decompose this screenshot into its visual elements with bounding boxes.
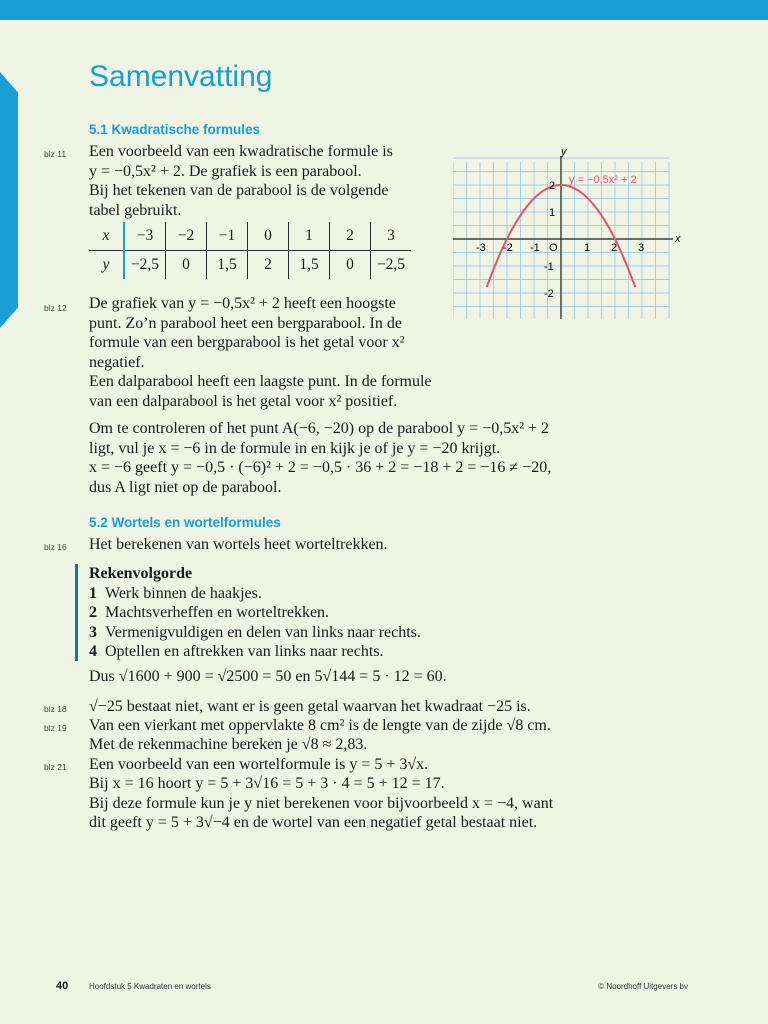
formula-line: Een voorbeeld van een wortelformule is y = 5 + 3√x. — [89, 756, 429, 773]
y-tick-label: -2 — [544, 288, 554, 300]
step-number: 4 — [89, 643, 97, 660]
calc-line: Met de rekenmachine bereken je √8 ≈ 2,83. — [89, 736, 368, 753]
page-ref: blz 11 — [44, 149, 67, 159]
side-tab-marker — [0, 72, 18, 328]
rekenvolgorde-box — [89, 564, 421, 662]
text-line: dus A ligt niet op de parabool. — [89, 478, 282, 496]
step-text: Optellen en aftrekken van links naar rechts. — [105, 643, 384, 660]
y-tick-label: -1 — [544, 261, 554, 273]
intro-worteltrekken: Het berekenen van wortels heet worteltrekken. — [89, 536, 388, 553]
text-line: negatief. — [89, 353, 145, 371]
graph-axes — [453, 156, 673, 319]
table-cell: 0 — [166, 251, 207, 280]
table-cell: 0 — [248, 222, 289, 251]
table-row-x — [89, 222, 411, 251]
table-cell: 3 — [371, 222, 412, 251]
x-axis-label: x — [675, 233, 681, 245]
step-text: Werk binnen de haakjes. — [105, 584, 262, 602]
page-ref: blz 18 — [44, 704, 67, 714]
page-ref: blz 12 — [44, 303, 67, 313]
section-heading-5-2: 5.2 Wortels en wortelformules — [89, 515, 281, 530]
y-tick-label: 2 — [549, 180, 556, 192]
x-tick-label: -2 — [503, 242, 513, 254]
table-header-y: y — [89, 251, 124, 280]
table-header-x: x — [89, 222, 124, 251]
step-number: 2 — [89, 604, 97, 621]
page-number: 40 — [56, 980, 69, 992]
x-tick-label: 1 — [584, 242, 591, 254]
text-line: ligt, vul je x = −6 in de formule in en kijk je of je y = −20 krijgt. — [89, 439, 501, 457]
paragraph-bergparabool — [89, 294, 432, 411]
table-cell: 2 — [330, 222, 371, 251]
paragraph-intro — [89, 142, 393, 220]
list-item — [89, 603, 421, 623]
list-item — [89, 642, 421, 662]
page-ref: blz 19 — [44, 723, 67, 733]
dus-line: Dus √1600 + 900 = √2500 = 50 en 5√144 = 5 · 12 = 60. — [89, 668, 447, 685]
page-title: Samenvatting — [89, 60, 273, 93]
list-item — [89, 584, 421, 604]
paragraph-controle — [89, 419, 551, 497]
table-cell: 1,5 — [289, 251, 330, 280]
table-cell: −2,5 — [124, 251, 166, 280]
square-line: Van een vierkant met oppervlakte 8 cm² is de lengte van de zijde √8 cm. — [89, 717, 551, 734]
table-cell: −3 — [124, 222, 166, 251]
step-text: Machtsverheffen en worteltrekken. — [105, 604, 330, 621]
notcalc-line-1: Bij deze formule kun je y niet berekenen voor bijvoorbeeld x = −4, want — [89, 795, 554, 812]
text-line: van een dalparabool is het getal voor x² positief. — [89, 392, 398, 410]
step-text: Vermenigvuldigen en delen van links naar rechts. — [105, 623, 421, 641]
table-cell: 1 — [289, 222, 330, 251]
notcalc-line-2: dit geeft y = 5 + 3√−4 en de wortel van een negatief getal bestaat niet. — [89, 814, 538, 831]
table-cell: −2,5 — [376, 256, 406, 273]
text-line: Een dalparabool heeft een laagste punt. In de formule — [89, 373, 432, 390]
table-cell: 2 — [248, 251, 289, 280]
table-cell: −2 — [166, 222, 207, 251]
text-line: Bij het tekenen van de parabool is de volgende — [89, 182, 389, 199]
y-tick-label: 1 — [549, 207, 556, 219]
page-ref: blz 21 — [44, 762, 67, 772]
table-cell: −1 — [207, 222, 248, 251]
example-line: Bij x = 16 hoort y = 5 + 3√16 = 5 + 3 · 4 = 5 + 12 = 17. — [89, 775, 445, 792]
text-line: tabel gebruikt. — [89, 201, 182, 219]
x-tick-label: -1 — [530, 242, 540, 254]
rekenvolgorde-title: Rekenvolgorde — [89, 565, 193, 582]
origin-label: O — [549, 242, 558, 254]
parabola-graph — [453, 141, 693, 319]
negative-root-line: √−25 bestaat niet, want er is geen getal waarvan het kwadraat −25 is. — [89, 698, 531, 715]
text-line: Om te controleren of het punt A(−6, −20) op de parabool y = −0,5x² + 2 — [89, 420, 550, 437]
text-line: De grafiek van y = −0,5x² + 2 heeft een hoogste — [89, 295, 396, 312]
step-number: 1 — [89, 584, 97, 602]
y-axis-label: y — [561, 146, 567, 158]
curve-label: y = −0,5x² + 2 — [569, 174, 637, 186]
x-tick-label: 2 — [611, 242, 618, 254]
text-line: punt. Zo’n parabool heet een bergparabool. In de — [89, 314, 402, 332]
x-tick-label: 3 — [638, 242, 645, 254]
graph-tick-labels — [476, 180, 644, 300]
table-row-y — [89, 251, 411, 280]
text-line: Een voorbeeld van een kwadratische formule is — [89, 143, 393, 160]
table-cell: 1,5 — [207, 251, 248, 280]
text-line: x = −6 geeft y = −0,5 · (−6)² + 2 = −0,5 · 36 + 2 = −18 + 2 = −16 ≠ −20, — [89, 459, 552, 476]
page-ref: blz 16 — [44, 542, 67, 552]
chapter-title: Hoofdstuk 5 Kwadraten en wortels — [89, 982, 211, 991]
section-heading-5-1: 5.1 Kwadratische formules — [89, 122, 261, 137]
text-line: formule van een bergparabool is het getal voor x² — [89, 334, 405, 351]
step-number: 3 — [89, 623, 97, 641]
rekenvolgorde-bar — [75, 564, 78, 661]
value-table — [89, 222, 411, 279]
x-tick-label: -3 — [476, 242, 486, 254]
list-item — [89, 623, 421, 643]
text-line: y = −0,5x² + 2. De grafiek is een parabool. — [89, 162, 362, 180]
copyright: © Noordhoff Uitgevers bv — [598, 982, 688, 991]
top-color-bar — [0, 0, 768, 20]
table-cell: 0 — [330, 251, 371, 280]
